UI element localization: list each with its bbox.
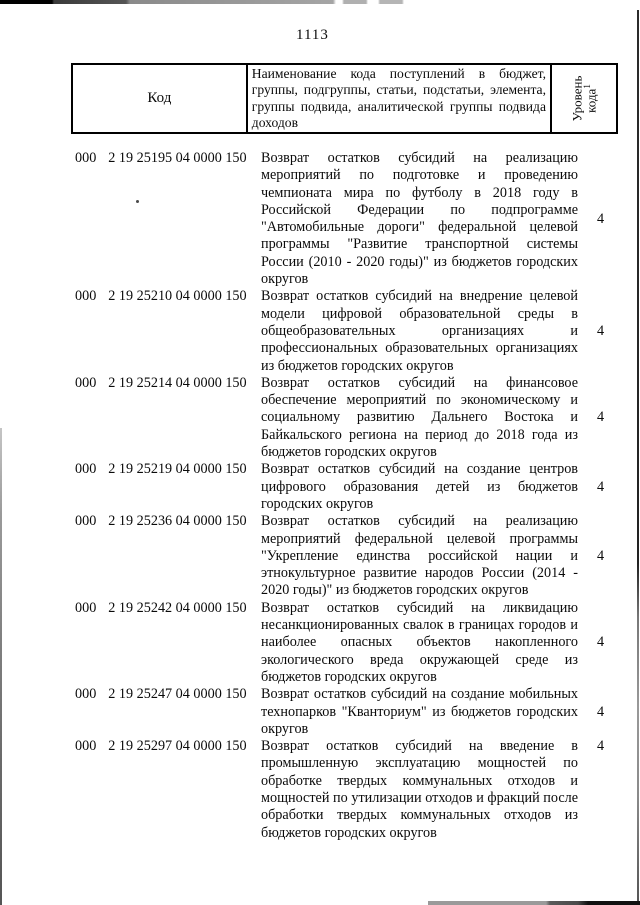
scan-artifact-top-edge <box>0 0 408 4</box>
page-number: 1113 <box>296 27 329 43</box>
row-code-cell <box>71 150 258 288</box>
row-level: 4 <box>596 634 605 651</box>
table-row <box>71 686 618 738</box>
scan-artifact-bottom-edge <box>428 901 640 905</box>
row-description: Возврат остатков субсидий на внедрение целевой модели цифровой образовательной среды в общеобразовательных организациях и профессиональных образовательных организациях из бюджетов городских округов <box>261 288 578 374</box>
table-row <box>71 150 618 288</box>
header-cell-code: Код <box>73 65 248 132</box>
row-description: Возврат остатков субсидий на финансовое обеспечение мероприятий по экономическому и социальному развитию Дальнего Востока и Байкальского региона на период до 2018 года из бюджетов городских округов <box>261 374 578 461</box>
table-row <box>71 288 618 374</box>
row-level: 4 <box>596 478 605 495</box>
code-value: 2 19 25210 04 0000 150 <box>108 288 247 305</box>
code-value: 2 19 25195 04 0000 150 <box>108 150 247 166</box>
level-header-rotated-text <box>571 67 598 131</box>
code-value: 2 19 25242 04 0000 150 <box>108 599 247 616</box>
code-admin: 000 <box>75 150 97 166</box>
code-admin: 000 <box>75 738 97 755</box>
code-admin: 000 <box>75 513 97 530</box>
row-code-cell <box>71 600 258 686</box>
row-code-cell <box>71 513 258 599</box>
code-value: 2 19 25214 04 0000 150 <box>108 374 247 391</box>
table-body <box>71 150 618 842</box>
code-admin: 000 <box>75 374 97 391</box>
code-admin: 000 <box>75 461 97 478</box>
row-description: Возврат остатков субсидий на ликвидацию несанкционированных свалок в границах городов и наиболее опасных объектов накопленного экологического вреда окружающей среде из бюджетов городских округов <box>261 599 578 685</box>
row-level: 4 <box>596 210 605 227</box>
row-level: 4 <box>596 703 605 720</box>
code-value: 2 19 25219 04 0000 150 <box>108 461 247 478</box>
code-value: 2 19 25297 04 0000 150 <box>108 738 247 755</box>
row-description: Возврат остатков субсидий на создание мобильных технопарков "Кванториум" из бюджетов городских округов <box>261 686 578 737</box>
code-admin: 000 <box>75 599 97 616</box>
row-code-cell <box>71 288 258 374</box>
scan-artifact-left-edge <box>0 428 2 905</box>
row-level: 4 <box>596 409 605 426</box>
header-cell-level <box>552 65 616 132</box>
row-description: Возврат остатков субсидий на реализацию мероприятий федеральной целевой программы "Укрепление единства российской нации и этнокультурное развитие народов России (2014 - 2020 годы)" из бюджетов городских округов <box>261 513 578 599</box>
row-code-cell <box>71 375 258 461</box>
row-level: 4 <box>596 547 605 564</box>
row-code-cell <box>71 461 258 513</box>
row-level: 4 <box>596 322 605 339</box>
row-code-cell <box>71 686 258 738</box>
table-row <box>71 461 618 513</box>
table-row <box>71 513 618 599</box>
row-description: Возврат остатков субсидий на реализацию мероприятий по подготовке и проведению чемпионата мира по футболу в 2018 году в Российской Федерации по подпрограмме "Автомобильные дороги" федеральной целевой программы "Развитие транспортной системы России (2010 - 2020 годы)" из бюджетов городских округов <box>261 150 578 288</box>
table-row <box>71 738 618 842</box>
code-admin: 000 <box>75 288 97 305</box>
row-description: Возврат остатков субсидий на введение в промышленную эксплуатацию мощностей по обработке твердых коммунальных отходов и мощностей по утилизации отходов и фракций после обработки твердых коммунальных отходов из бюджетов городских округов <box>261 738 578 841</box>
header-cell-name: Наименование кода поступлений в бюджет, группы, подгруппы, статьи, подстатьи, элемента, группы подвида, аналитической группы подвида доходов <box>248 65 552 132</box>
row-level: 4 <box>596 738 605 755</box>
table-row <box>71 375 618 461</box>
code-value: 2 19 25236 04 0000 150 <box>108 513 247 530</box>
classification-table-header <box>71 63 618 134</box>
level-header-footnote-mark: 1 <box>581 84 592 89</box>
row-description: Возврат остатков субсидий на создание центров цифрового образования детей из бюджетов городских округов <box>261 461 578 512</box>
table-row <box>71 600 618 686</box>
row-code-cell <box>71 738 258 842</box>
code-admin: 000 <box>75 686 97 703</box>
scan-artifact-right-edge <box>637 10 639 903</box>
level-header-label: Уровень кода <box>569 75 598 122</box>
code-value: 2 19 25247 04 0000 150 <box>108 686 247 703</box>
